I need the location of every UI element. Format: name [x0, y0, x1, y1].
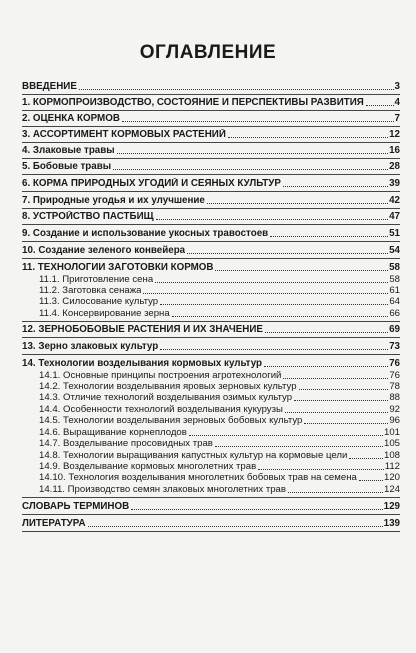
toc-entry-label: 13. Зерно злаковых культур: [22, 341, 159, 352]
dot-leader: [160, 349, 388, 350]
dot-leader: [187, 253, 388, 254]
entry-divider: [22, 337, 400, 338]
dot-leader: [117, 153, 388, 154]
entry-divider: [22, 110, 400, 111]
toc-entry-page: 92: [389, 404, 400, 415]
toc-entry-page: 88: [389, 392, 400, 403]
toc-entry-label: 14.11. Производство семян злаковых многолетних трав: [39, 484, 286, 495]
entry-divider: [22, 126, 400, 127]
toc-entry-label: 14.10. Технология возделывания многолетних бобовых трав на семена: [39, 472, 357, 483]
dot-leader: [207, 203, 388, 204]
dot-leader: [160, 304, 388, 305]
toc-entry: [22, 438, 400, 449]
dot-leader: [79, 89, 394, 90]
dot-leader: [265, 332, 388, 333]
toc-entry-label: 14.7. Возделывание просовидных трав: [39, 438, 213, 449]
toc-entry-label: 14.8. Технологии выращивания капустных культур на кормовые цели: [39, 450, 348, 461]
entry-divider: [22, 514, 400, 515]
entry-divider: [22, 158, 400, 159]
toc-entry-page: 76: [389, 358, 400, 369]
entry-divider: [22, 142, 400, 143]
entry-divider: [22, 258, 400, 259]
toc-entry-label: 1. КОРМОПРОИЗВОДСТВО, СОСТОЯНИЕ И ПЕРСПЕКТИВЫ РАЗВИТИЯ: [22, 97, 364, 108]
toc-entry: [22, 195, 400, 206]
dot-leader: [143, 293, 388, 294]
entry-divider: [22, 208, 400, 209]
toc-entry-label: 14.1. Основные принципы построения агротехнологий: [39, 370, 282, 381]
dot-leader: [215, 270, 388, 271]
toc-entry-page: 73: [389, 341, 400, 352]
toc-entry-label: 4. Злаковые травы: [22, 145, 115, 156]
toc-entry-label: ВВЕДЕНИЕ: [22, 81, 77, 92]
dot-leader: [172, 316, 389, 317]
toc-entry-label: 12. ЗЕРНОБОБОВЫЕ РАСТЕНИЯ И ИХ ЗНАЧЕНИЕ: [22, 324, 263, 335]
toc-entry: [22, 285, 400, 296]
page-title: ОГЛАВЛЕНИЕ: [139, 42, 277, 63]
dot-leader: [215, 446, 383, 447]
toc-entry: [22, 427, 400, 438]
toc-entry-label: 5. Бобовые травы: [22, 161, 112, 172]
toc-entry-page: 3: [394, 81, 400, 92]
toc-entry-label: 14. Технологии возделывания кормовых культур: [22, 358, 263, 369]
toc-entry: [22, 404, 400, 415]
entry-divider: [22, 191, 400, 192]
entry-divider: [22, 354, 400, 355]
toc-entry: [22, 484, 400, 495]
toc-entry: [22, 228, 400, 239]
toc-entry-page: 4: [394, 97, 400, 108]
toc-entry-label: 11. ТЕХНОЛОГИИ ЗАГОТОВКИ КОРМОВ: [22, 262, 214, 273]
toc-entry-page: 51: [389, 228, 400, 239]
toc-entry: [22, 415, 400, 426]
dot-leader: [283, 186, 388, 187]
toc-entry: [22, 518, 400, 529]
toc-entry: [22, 341, 400, 352]
dot-leader: [131, 509, 382, 510]
dot-leader: [285, 412, 388, 413]
toc-entry-label: 11.4. Консервирование зерна: [39, 308, 170, 319]
toc-entry-page: 78: [389, 381, 400, 392]
dot-leader: [122, 121, 394, 122]
toc-entry-page: 28: [389, 161, 400, 172]
toc-entry-page: 16: [389, 145, 400, 156]
toc-entry-label: 2. ОЦЕНКА КОРМОВ: [22, 113, 120, 124]
toc-entry-label: 14.6. Выращивание корнеплодов: [39, 427, 187, 438]
toc-entry-page: 108: [383, 450, 400, 461]
toc-entry: [22, 296, 400, 307]
toc-entry: [22, 97, 400, 108]
toc-entry-page: 64: [389, 296, 400, 307]
toc-entry-page: 69: [389, 324, 400, 335]
toc-entry-label: 10. Создание зеленого конвейера: [22, 245, 186, 256]
toc-entry-page: 124: [383, 484, 400, 495]
toc-entry-label: 14.3. Отличие технологий возделывания озимых культур: [39, 392, 293, 403]
dot-leader: [88, 526, 383, 527]
dot-leader: [113, 169, 388, 170]
toc-entry: [22, 450, 400, 461]
toc-entry: [22, 358, 400, 369]
dot-leader: [288, 492, 383, 493]
toc-entry-label: 8. УСТРОЙСТВО ПАСТБИЩ: [22, 211, 154, 222]
toc-entry-page: 61: [389, 285, 400, 296]
toc-entry-page: 101: [383, 427, 400, 438]
dot-leader: [283, 378, 388, 379]
toc-entry-label: 14.9. Возделывание кормовых многолетних трав: [39, 461, 257, 472]
toc-entry-page: 66: [389, 308, 400, 319]
toc-entry: [22, 472, 400, 483]
toc-entry-label: 14.5. Технологии возделывания зерновых бобовых культур: [39, 415, 303, 426]
toc-entry-page: 7: [394, 113, 400, 124]
entry-divider: [22, 321, 400, 322]
toc-entry-page: 96: [389, 415, 400, 426]
toc-entry-label: 3. АССОРТИМЕНТ КОРМОВЫХ РАСТЕНИЙ: [22, 129, 226, 140]
toc-entry: [22, 274, 400, 285]
toc-entry-page: 58: [389, 274, 400, 285]
toc-entry-label: 9. Создание и использование укосных травостоев: [22, 228, 269, 239]
toc-entry-page: 112: [384, 461, 400, 472]
toc-entry-label: 11.1. Приготовление сена: [39, 274, 154, 285]
dot-leader: [366, 105, 394, 106]
toc-entry: [22, 178, 400, 189]
dot-leader: [155, 282, 388, 283]
entry-divider: [22, 531, 400, 532]
entry-divider: [22, 174, 400, 175]
toc-entry: [22, 145, 400, 156]
toc-entry-page: 120: [383, 472, 400, 483]
toc-entry-page: 58: [389, 262, 400, 273]
toc-entry: [22, 262, 400, 273]
entry-divider: [22, 224, 400, 225]
dot-leader: [304, 423, 388, 424]
dot-leader: [294, 400, 388, 401]
toc-entry: [22, 81, 400, 92]
toc-entry: [22, 113, 400, 124]
toc-entry-label: СЛОВАРЬ ТЕРМИНОВ: [22, 501, 130, 512]
toc-entry-label: 11.2. Заготовка сенажа: [39, 285, 142, 296]
entry-divider: [22, 94, 400, 95]
toc-entry: [22, 308, 400, 319]
toc-entry-label: 6. КОРМА ПРИРОДНЫХ УГОДИЙ И СЕЯНЫХ КУЛЬТУР: [22, 178, 281, 189]
toc-entry-page: 12: [389, 129, 400, 140]
dot-leader: [359, 480, 383, 481]
toc-entry-page: 129: [383, 501, 400, 512]
toc-entry-page: 39: [389, 178, 400, 189]
toc-entry-page: 139: [383, 518, 400, 529]
toc-entry: [22, 324, 400, 335]
toc-entry: [22, 501, 400, 512]
entry-divider: [22, 497, 400, 498]
dot-leader: [264, 366, 388, 367]
toc-entry-page: 42: [389, 195, 400, 206]
toc-entry-page: 47: [389, 211, 400, 222]
toc-entry-label: 14.4. Особенности технологий возделывания кукурузы: [39, 404, 283, 415]
dot-leader: [270, 236, 388, 237]
toc-entry-label: 11.3. Силосование культур: [39, 296, 159, 307]
toc-entry-page: 76: [389, 370, 400, 381]
toc-entry-page: 105: [383, 438, 400, 449]
toc-entry-label: 7. Природные угодья и их улучшение: [22, 195, 205, 206]
dot-leader: [258, 469, 384, 470]
toc-entry: [22, 129, 400, 140]
toc-entry: [22, 370, 400, 381]
dot-leader: [299, 389, 389, 390]
dot-leader: [189, 435, 383, 436]
dot-leader: [349, 458, 383, 459]
toc-entry: [22, 211, 400, 222]
entry-divider: [22, 241, 400, 242]
toc-entry: [22, 381, 400, 392]
toc-entry-label: 14.2. Технологии возделывания яровых зерновых культур: [39, 381, 297, 392]
dot-leader: [228, 137, 388, 138]
toc-entry: [22, 245, 400, 256]
toc-entry: [22, 392, 400, 403]
dot-leader: [156, 219, 388, 220]
toc-entry-label: ЛИТЕРАТУРА: [22, 518, 86, 529]
toc-entry: [22, 461, 400, 472]
toc-entry: [22, 161, 400, 172]
toc-entry-page: 54: [389, 245, 400, 256]
